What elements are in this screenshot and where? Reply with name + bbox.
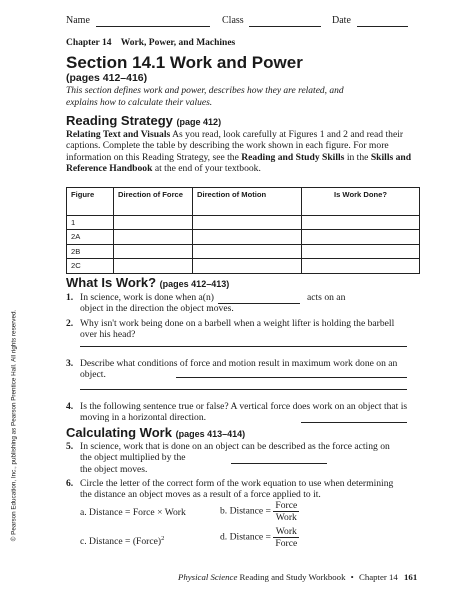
- table-header-row: [67, 188, 420, 216]
- calculating-work-pages: (pages 413–414): [175, 429, 246, 439]
- table-cell-input[interactable]: [302, 259, 420, 273]
- table-cell-input[interactable]: [114, 216, 193, 230]
- calculating-work-title: Calculating Work: [66, 425, 172, 440]
- q1-text-a: In science, work is done when a(n): [80, 292, 214, 303]
- reading-strategy-lead: Relating Text and Visuals: [66, 129, 171, 140]
- q3-answer-line-1[interactable]: [176, 377, 407, 378]
- option-c-exponent: 2: [161, 535, 165, 542]
- option-d-denominator: Force: [275, 538, 298, 549]
- copyright-sidebar: © Pearson Education, Inc., publishing as Pearson Prentice Hall. All rights reserved.: [10, 309, 18, 542]
- q1-text-b: acts on an: [307, 292, 346, 303]
- table-row: [67, 244, 420, 258]
- table-cell-input[interactable]: [114, 259, 193, 273]
- calculating-work-heading: [66, 425, 245, 440]
- reading-strategy-text-1: As you read, look carefully at Figures 1 and 2 and read their captions. Complete the table by describing the work shown in each figure. For more information on this Reading Strategy, see the: [66, 129, 404, 163]
- reading-strategy-text-2: in the: [344, 151, 371, 163]
- option-a[interactable]: a. Distance = Force × Work: [80, 507, 186, 518]
- option-d-fraction: [273, 526, 299, 549]
- option-c[interactable]: [80, 533, 164, 547]
- what-is-work-title: What Is Work?: [66, 275, 157, 290]
- table-header-force: Direction of Force: [114, 188, 193, 216]
- reading-strategy-table: [66, 187, 420, 274]
- table-row: [67, 259, 420, 273]
- q5-answer-blank[interactable]: [231, 463, 327, 464]
- q5-text-a: In science, work that is done on an object can be described as the force acting on the object multiplied by the: [80, 441, 390, 464]
- name-label: Name: [66, 15, 90, 26]
- name-blank[interactable]: [96, 26, 210, 27]
- chapter-line: Chapter 14 Work, Power, and Machines: [66, 38, 236, 48]
- option-b-denominator: Work: [275, 512, 297, 523]
- date-label: Date: [332, 15, 351, 26]
- q4-number: 4.: [66, 401, 74, 412]
- section-intro: This section defines work and power, describes how they are related, and explains how to calculate their values.: [66, 86, 344, 108]
- reading-strategy-heading: [66, 113, 221, 128]
- table-cell-input[interactable]: [302, 244, 420, 258]
- q1-text-c: object in the direction the object moves.: [80, 303, 234, 314]
- option-b-prefix: b. Distance =: [220, 505, 271, 517]
- option-b-numerator: Force: [275, 500, 298, 511]
- q4-answer-blank[interactable]: [301, 422, 407, 423]
- table-cell-input[interactable]: [193, 244, 302, 258]
- handbook-ref: Skills and Reference Handbook: [66, 151, 412, 174]
- option-d-numerator: Work: [273, 526, 299, 538]
- section-pages: (pages 412–416): [66, 72, 148, 84]
- section-title: Section 14.1 Work and Power: [66, 53, 303, 72]
- option-b-fraction: [273, 500, 299, 523]
- q3-text: Describe what conditions of force and motion result in maximum work done on an object.: [80, 358, 398, 381]
- q2-text: Why isn't work being done on a barbell when a weight lifter is holding the barbell over his head?: [80, 318, 395, 341]
- class-blank[interactable]: [249, 26, 321, 27]
- table-row: [67, 216, 420, 230]
- q2-number: 2.: [66, 318, 74, 329]
- footer-chapter: Chapter 14: [358, 572, 398, 582]
- footer: [178, 572, 417, 582]
- q3-number: 3.: [66, 358, 74, 369]
- q6-number: 6.: [66, 478, 74, 489]
- page-number: 161: [404, 572, 418, 582]
- what-is-work-pages: (pages 412–413): [159, 279, 230, 289]
- table-cell-input[interactable]: [193, 216, 302, 230]
- date-blank[interactable]: [357, 26, 408, 27]
- table-cell-input[interactable]: [302, 216, 420, 230]
- what-is-work-heading: [66, 275, 229, 290]
- reading-strategy-pages: (page 412): [176, 117, 222, 127]
- reading-study-skills-ref: Reading and Study Skills: [241, 151, 345, 163]
- table-cell-figure: 2A: [67, 230, 114, 244]
- table-header-motion: Direction of Motion: [193, 188, 302, 216]
- q6-text: Circle the letter of the correct form of the work equation to use when determining the distance an object moves as a result of a force applied to it.: [80, 478, 394, 501]
- q3-answer-line-2[interactable]: [80, 389, 407, 390]
- reading-strategy-text: [66, 129, 421, 174]
- footer-book-title: Physical Science: [178, 572, 238, 582]
- table-row: [67, 230, 420, 244]
- footer-bullet: •: [350, 572, 354, 582]
- table-header-work-done: Is Work Done?: [302, 188, 420, 216]
- table-cell-figure: 1: [67, 216, 114, 230]
- table-cell-input[interactable]: [302, 230, 420, 244]
- q2-answer-line[interactable]: [80, 346, 407, 347]
- table-cell-input[interactable]: [193, 230, 302, 244]
- q1-number: 1.: [66, 292, 74, 303]
- option-c-text: c. Distance = (Force): [80, 536, 162, 548]
- table-cell-input[interactable]: [193, 259, 302, 273]
- class-label: Class: [222, 15, 244, 26]
- reading-strategy-title: Reading Strategy: [66, 113, 173, 128]
- q5-number: 5.: [66, 441, 74, 452]
- reading-strategy-text-3: at the end of your textbook.: [152, 162, 261, 174]
- option-d[interactable]: [220, 526, 299, 549]
- table-cell-figure: 2C: [67, 259, 114, 273]
- q4-text: Is the following sentence true or false? A vertical force does work on an object that is moving in a horizontal direction.: [80, 401, 408, 424]
- table-header-figure: Figure: [67, 188, 114, 216]
- footer-book-subtitle: Reading and Study Workbook: [237, 572, 346, 582]
- table-cell-input[interactable]: [114, 244, 193, 258]
- option-d-prefix: d. Distance =: [220, 531, 271, 543]
- table-cell-input[interactable]: [114, 230, 193, 244]
- table-cell-figure: 2B: [67, 244, 114, 258]
- option-b[interactable]: [220, 500, 299, 523]
- q5-text-b: the object moves.: [80, 464, 148, 475]
